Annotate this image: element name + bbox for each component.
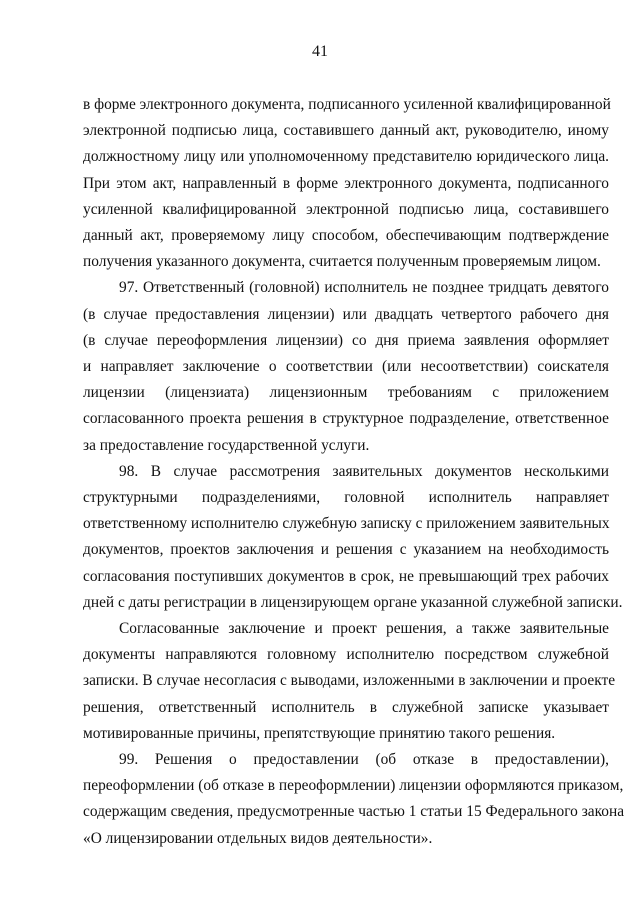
text-line: При этом акт, направленный в форме электронного документа, подписанного (83, 174, 609, 192)
text-line: переоформлении (об отказе в переоформлении) лицензии оформляются приказом, (83, 777, 624, 795)
paragraph-agreed-conclusion (83, 616, 616, 747)
text-line: лицензии (лицензиата) лицензионным требованиям с приложением (83, 384, 609, 402)
text-line: 98. В случае рассмотрения заявительных документов несколькими (119, 462, 609, 480)
text-line: дней с даты регистрации в лицензирующем органе указанной служебной записки. (83, 593, 623, 611)
text-line: согласованного проекта решения в структурное подразделение, ответственное (83, 410, 609, 428)
paragraph-act-delivery (83, 92, 609, 275)
page-number: 41 (312, 43, 328, 60)
text-line: ответственному исполнителю служебную записку с приложением заявительных (83, 515, 610, 533)
text-line: данный акт, проверяемому лицу способом, обеспечивающим подтверждение (83, 227, 609, 245)
text-line: документы направляются головному исполнителю посредством служебной (83, 646, 609, 664)
text-line: должностному лицу или уполномоченному представителю юридического лица. (83, 148, 609, 166)
paragraph-98 (83, 459, 623, 616)
text-line: получения указанного документа, считается полученным проверяемым лицом. (83, 253, 601, 271)
text-line: записки. В случае несогласия с выводами, изложенными в заключении и проекте (83, 672, 616, 690)
text-line: усиленной квалифицированной электронной подписью лица, составившего (83, 200, 609, 218)
paragraph-97 (83, 275, 609, 458)
text-line: 97. Ответственный (головной) исполнитель не позднее тридцать девятого (119, 279, 609, 297)
text-line: структурными подразделениями, головной исполнитель направляет (83, 489, 609, 507)
text-line: мотивированные причины, препятствующие принятию такого решения. (83, 724, 556, 742)
text-line: согласования поступивших документов в срок, не превышающий трех рабочих (83, 567, 609, 585)
text-line: Согласованные заключение и проект решения, а также заявительные (119, 620, 609, 638)
text-line: электронной подписью лица, составившего данный акт, руководителю, иному (83, 122, 609, 140)
text-line: решения, ответственный исполнитель в служебной записке указывает (83, 698, 609, 716)
paragraph-99 (83, 747, 625, 852)
text-line: содержащим сведения, предусмотренные частью 1 статьи 15 Федерального закона (83, 803, 625, 821)
text-line: «О лицензировании отдельных видов деятельности». (83, 829, 433, 847)
document-body (83, 92, 625, 852)
text-line: 99. Решения о предоставлении (об отказе в предоставлении), (119, 751, 609, 769)
text-line: (в случае переоформления лицензии) со дня приема заявления оформляет (83, 331, 609, 349)
text-line: за предоставление государственной услуги. (83, 436, 370, 454)
text-line: и направляет заключение о соответствии (или несоответствии) соискателя (83, 358, 609, 376)
text-line: документов, проектов заключения и решения с указанием на необходимость (83, 541, 609, 559)
text-line: (в случае предоставления лицензии) или двадцать четвертого рабочего дня (83, 305, 609, 323)
text-line: в форме электронного документа, подписанного усиленной квалифицированной (83, 96, 611, 113)
